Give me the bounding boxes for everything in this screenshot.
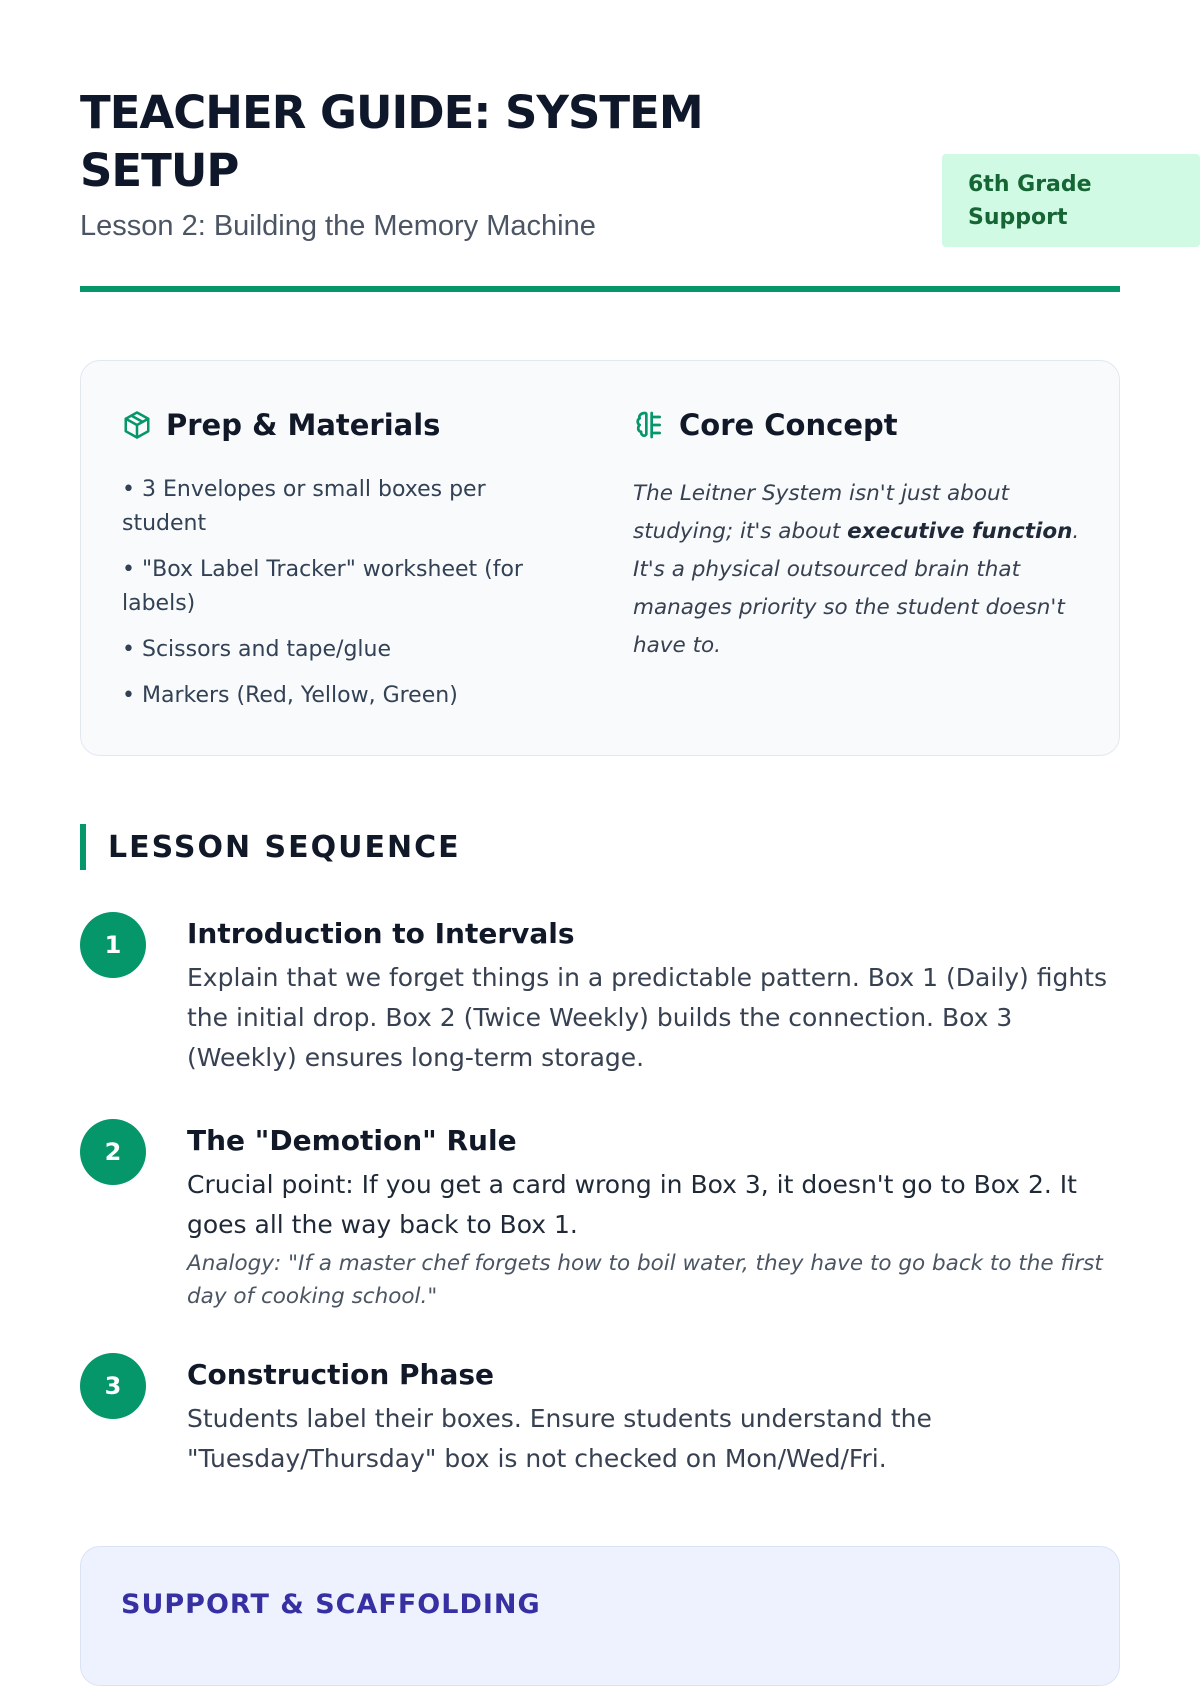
page-title: TEACHER GUIDE: SYSTEM SETUP (80, 86, 703, 197)
step-content (187, 1123, 1120, 1313)
support-scaffolding-card (80, 1546, 1120, 1686)
step-description: Students label their boxes. Ensure students understand the "Tuesday/Thursday" box is not checked on Mon/Wed/Fri. (187, 1404, 932, 1473)
brain-icon (633, 409, 665, 441)
list-item: • Markers (Red, Yellow, Green) (122, 679, 542, 713)
step-description: Explain that we forget things in a predictable pattern. Box 1 (Daily) fights the initial drop. Box 2 (Twice Weekly) builds the connection. Box 3 (Weekly) ensures long-term storage. (187, 963, 1107, 1072)
step-title: Introduction to Intervals (187, 917, 575, 950)
grade-badge: 6th Grade Support (942, 154, 1200, 247)
list-item: • Scissors and tape/glue (122, 633, 542, 667)
concept-text-start: The Leitner System isn't just about studying; it's about (633, 481, 1010, 544)
step-title: Construction Phase (187, 1358, 495, 1391)
core-concept-text (633, 475, 1083, 665)
lesson-sequence-heading: LESSON SEQUENCE (80, 824, 461, 870)
step-description: Crucial point: If you get a card wrong in Box 3, it doesn't go to Box 2. It goes all the way back to Box 1. (187, 1170, 1077, 1239)
core-concept-title: Core Concept (679, 408, 898, 442)
concept-text-end: . It's a physical outsourced brain that manages priority so the student doesn't have to. (633, 519, 1080, 658)
header-divider (80, 286, 1120, 292)
step-analogy: Analogy: "If a master chef forgets how to boil water, they have to go back to the first day of cooking school." (187, 1251, 1103, 1309)
list-item: • "Box Label Tracker" worksheet (for labels) (122, 553, 542, 621)
core-concept-heading (633, 405, 1083, 445)
prep-materials-column (122, 405, 542, 725)
prep-concept-card (80, 360, 1120, 756)
support-scaffolding-heading: SUPPORT & SCAFFOLDING (121, 1589, 541, 1620)
concept-emphasis: executive function (847, 519, 1073, 544)
step-content (187, 1357, 1120, 1479)
step-content (187, 916, 1120, 1078)
package-icon (122, 410, 152, 440)
prep-materials-title: Prep & Materials (166, 408, 441, 442)
step-number-badge: 3 (80, 1353, 146, 1419)
list-item: • 3 Envelopes or small boxes per student (122, 473, 542, 541)
prep-materials-heading (122, 405, 542, 445)
page-subtitle: Lesson 2: Building the Memory Machine (80, 210, 596, 242)
step-number-badge: 2 (80, 1119, 146, 1185)
core-concept-column (633, 405, 1083, 665)
step-title: The "Demotion" Rule (187, 1124, 517, 1157)
materials-list (122, 473, 542, 713)
step-number-badge: 1 (80, 912, 146, 978)
